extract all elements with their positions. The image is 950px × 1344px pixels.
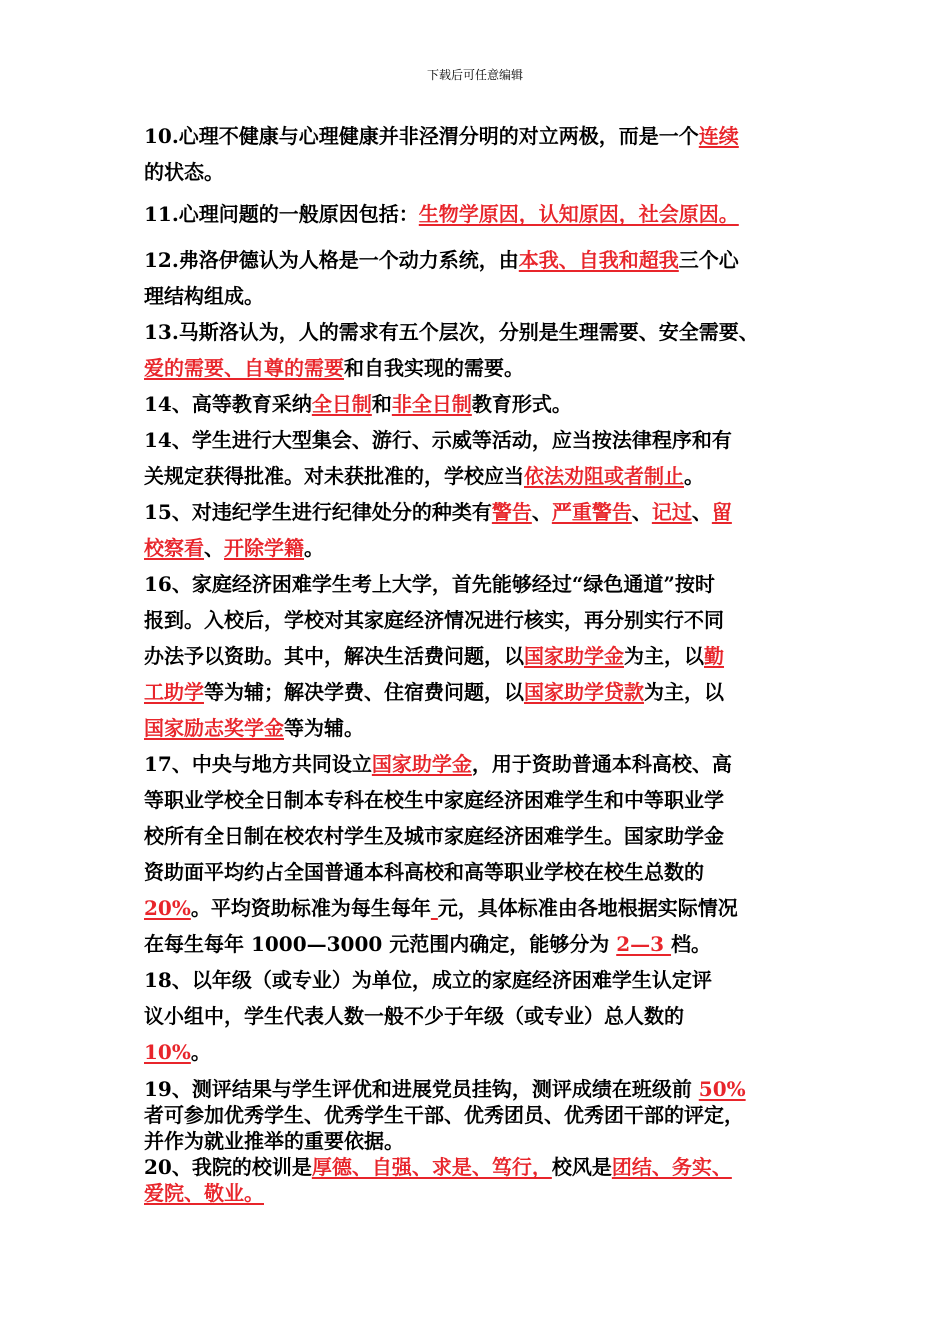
answer-text: 开除学籍 (224, 536, 304, 560)
answer-text: 厚德、自强、求是、笃行， (311, 1155, 552, 1179)
question-text: 16、家庭经济困难学生考上大学，首先能够经过“绿色通道”按时 (144, 572, 715, 596)
answer-text: 警告 (491, 500, 532, 524)
answer-text: 工助学 (144, 680, 204, 704)
item-q13 (144, 314, 814, 386)
answer-text: 全日制 (311, 392, 372, 416)
question-text: 办法予以资助。其中，解决生活费问题，以 (144, 644, 524, 668)
question-text: 12.弗洛伊德认为人格是一个动力系统，由 (144, 248, 519, 272)
question-text: 校所有全日制在校农村学生及城市家庭经济困难学生。国家助学金 (144, 824, 724, 848)
question-text: 元，具体标准由各地根据实际情况 (437, 896, 738, 920)
question-text: 14、学生进行大型集会、游行、示威等活动，应当按法律程序和有 (144, 428, 732, 452)
question-text: 者可参加优秀学生、优秀学生干部、优秀团员、优秀团干部的评定， (144, 1103, 744, 1127)
answer-text: 本我、自我和超我 (518, 248, 679, 272)
answer-text: 依法劝阻或者制止 (524, 464, 684, 488)
answer-text: 爱院、敬业。 (144, 1181, 264, 1205)
question-text: 档。 (671, 932, 712, 956)
item-q11 (144, 196, 814, 232)
question-text: 三个心 (678, 248, 739, 272)
answer-text: 10% (144, 1040, 191, 1064)
question-text: 校风是 (551, 1155, 612, 1179)
question-text: 在每生每年 1000—3000 元范围内确定，能够分为 (144, 932, 617, 956)
question-text: 的状态。 (144, 160, 224, 184)
answer-text: 爱的需要、自尊的需要 (144, 356, 344, 380)
answer-text: 严重警告 (551, 500, 632, 524)
question-text: 为主，以 (624, 644, 704, 668)
question-text: 等职业学校全日制本专科在校生中家庭经济困难学生和中等职业学 (144, 788, 724, 812)
question-text: 。 (304, 536, 324, 560)
item-q12 (144, 242, 814, 314)
question-text: 17、中央与地方共同设立 (144, 752, 372, 776)
answer-text: 校察看 (144, 536, 204, 560)
question-text: 。 (684, 464, 704, 488)
question-text: 等为辅。 (284, 716, 364, 740)
question-text: 10.心理不健康与心理健康并非泾渭分明的对立两极，而是一个 (144, 124, 699, 148)
question-text: 13.马斯洛认为，人的需求有五个层次，分别是生理需要、安全需要、 (144, 320, 759, 344)
answer-text: 非全日制 (391, 392, 472, 416)
item-q19 (144, 1076, 814, 1154)
answer-text: 20% (144, 896, 191, 920)
question-text: 、 (531, 500, 552, 524)
question-text: 议小组中，学生代表人数一般不少于年级（或专业）总人数的 (144, 1004, 684, 1028)
answer-text: 国家助学金 (371, 752, 472, 776)
answer-text: 生物学原因，认知原因，社会原因。 (418, 202, 739, 226)
item-q16 (144, 566, 814, 746)
question-text: 报到。入校后，学校对其家庭经济情况进行核实，再分别实行不同 (144, 608, 724, 632)
question-text: 和自我实现的需要。 (344, 356, 524, 380)
question-text: 教育形式。 (471, 392, 572, 416)
question-text: 、 (204, 536, 224, 560)
answer-text (431, 896, 438, 920)
question-text: 、 (691, 500, 712, 524)
question-text: 资助面平均约占全国普通本科高校和高等职业学校在校生总数的 (144, 860, 704, 884)
answer-text: 2—3 (616, 932, 672, 956)
question-text: 20、我院的校训是 (144, 1155, 312, 1179)
item-q17 (144, 746, 814, 962)
question-text: 11.心理问题的一般原因包括： (144, 202, 419, 226)
question-text: 理结构组成。 (144, 284, 264, 308)
answer-text: 勤 (704, 644, 724, 668)
question-text: 关规定获得批准。对未获批准的，学校应当 (144, 464, 524, 488)
question-text: 。平均资助标准为每生每年 (190, 896, 431, 920)
item-q10 (144, 118, 814, 190)
answer-text: 国家助学贷款 (524, 680, 644, 704)
answer-text: 连续 (698, 124, 739, 148)
item-q14a (144, 386, 814, 422)
question-text: 。 (190, 1040, 211, 1064)
question-text: 14、高等教育采纳 (144, 392, 312, 416)
item-q14b (144, 422, 814, 494)
question-text: 、 (631, 500, 652, 524)
question-text: 等为辅；解决学费、住宿费问题，以 (204, 680, 524, 704)
item-q18 (144, 962, 814, 1070)
document-body (144, 118, 814, 1206)
question-text: 15、对违纪学生进行纪律处分的种类有 (144, 500, 492, 524)
question-text: ，用于资助普通本科高校、高 (471, 752, 732, 776)
question-text: 18、以年级（或专业）为单位，成立的家庭经济困难学生认定评 (144, 968, 712, 992)
question-text: 并作为就业推举的重要依据。 (144, 1129, 404, 1153)
answer-text: 50% (698, 1077, 746, 1101)
item-q20 (144, 1154, 814, 1206)
page-header: 下载后可任意编辑 (426, 68, 523, 82)
question-text: 为主，以 (644, 680, 724, 704)
item-q15 (144, 494, 814, 566)
answer-text: 留 (711, 500, 732, 524)
question-text: 和 (371, 392, 392, 416)
answer-text: 国家助学金 (524, 644, 624, 668)
answer-text: 记过 (651, 500, 692, 524)
answer-text: 国家励志奖学金 (144, 716, 284, 740)
answer-text: 团结、务实、 (611, 1155, 732, 1179)
question-text: 19、测评结果与学生评优和进展党员挂钩，测评成绩在班级前 (144, 1077, 699, 1101)
